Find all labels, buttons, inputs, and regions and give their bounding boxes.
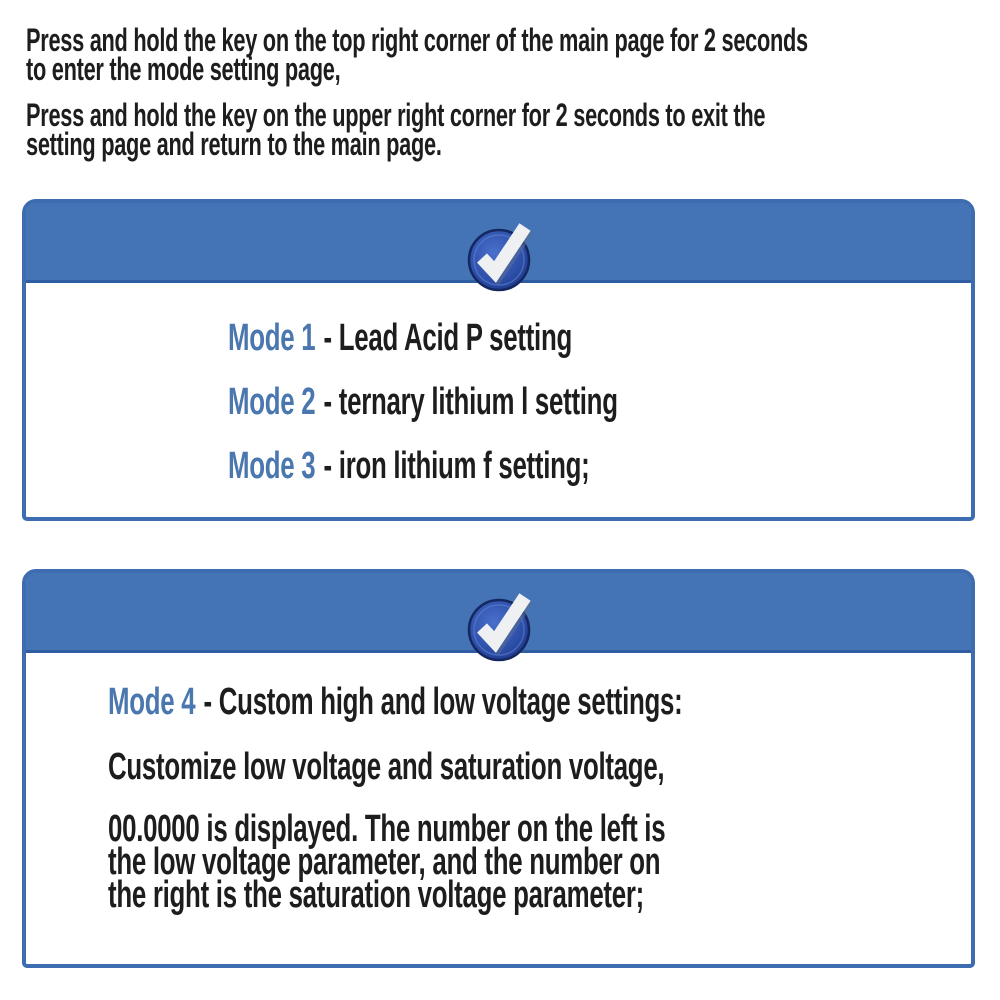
mode-description: - ternary lithium l setting [323,381,618,423]
body-line-text: 00.0000 is displayed. The number on the left is [108,808,666,850]
mode-label: Mode 4 [108,681,196,723]
intro-line-text: to enter the mode setting page, [26,51,341,87]
mode4-paragraph-2 [108,808,971,916]
body-line [108,746,971,788]
panel-body [26,283,971,485]
mode-label: Mode 2 [228,381,316,423]
intro-line-text: Press and hold the key on the top right corner of the main page for 2 seconds [26,22,808,58]
intro-line-text: setting page and return to the main page. [26,126,442,162]
panel-body [26,653,971,916]
body-line-text: the low voltage parameter, and the number on [108,841,661,883]
mode-panel-2 [22,569,975,968]
mode-description: - Lead Acid P setting [323,317,572,359]
intro-paragraph-1 [26,22,1000,87]
mode-line-1 [228,319,971,357]
body-line [108,874,971,916]
intro-line [26,51,1000,87]
intro-line [26,126,1000,162]
intro-text [26,22,1000,162]
panel-header [26,573,971,653]
panel-header [26,203,971,283]
mode-label: Mode 3 [228,445,316,487]
mode-description: - Custom high and low voltage settings: [203,681,683,723]
mode-description: - iron lithium f setting; [323,445,590,487]
mode4-paragraph-1 [108,746,971,788]
body-line-text: the right is the saturation voltage parameter; [108,874,644,916]
mode-line-2 [228,383,971,421]
mode-label: Mode 1 [228,317,316,359]
mode-line-3 [228,447,971,485]
intro-line-text: Press and hold the key on the upper right corner for 2 seconds to exit the [26,97,766,133]
intro-paragraph-2 [26,97,1000,162]
mode-panel-1 [22,199,975,521]
mode-line-4 [108,683,971,721]
body-line-text: Customize low voltage and saturation voltage, [108,746,665,788]
